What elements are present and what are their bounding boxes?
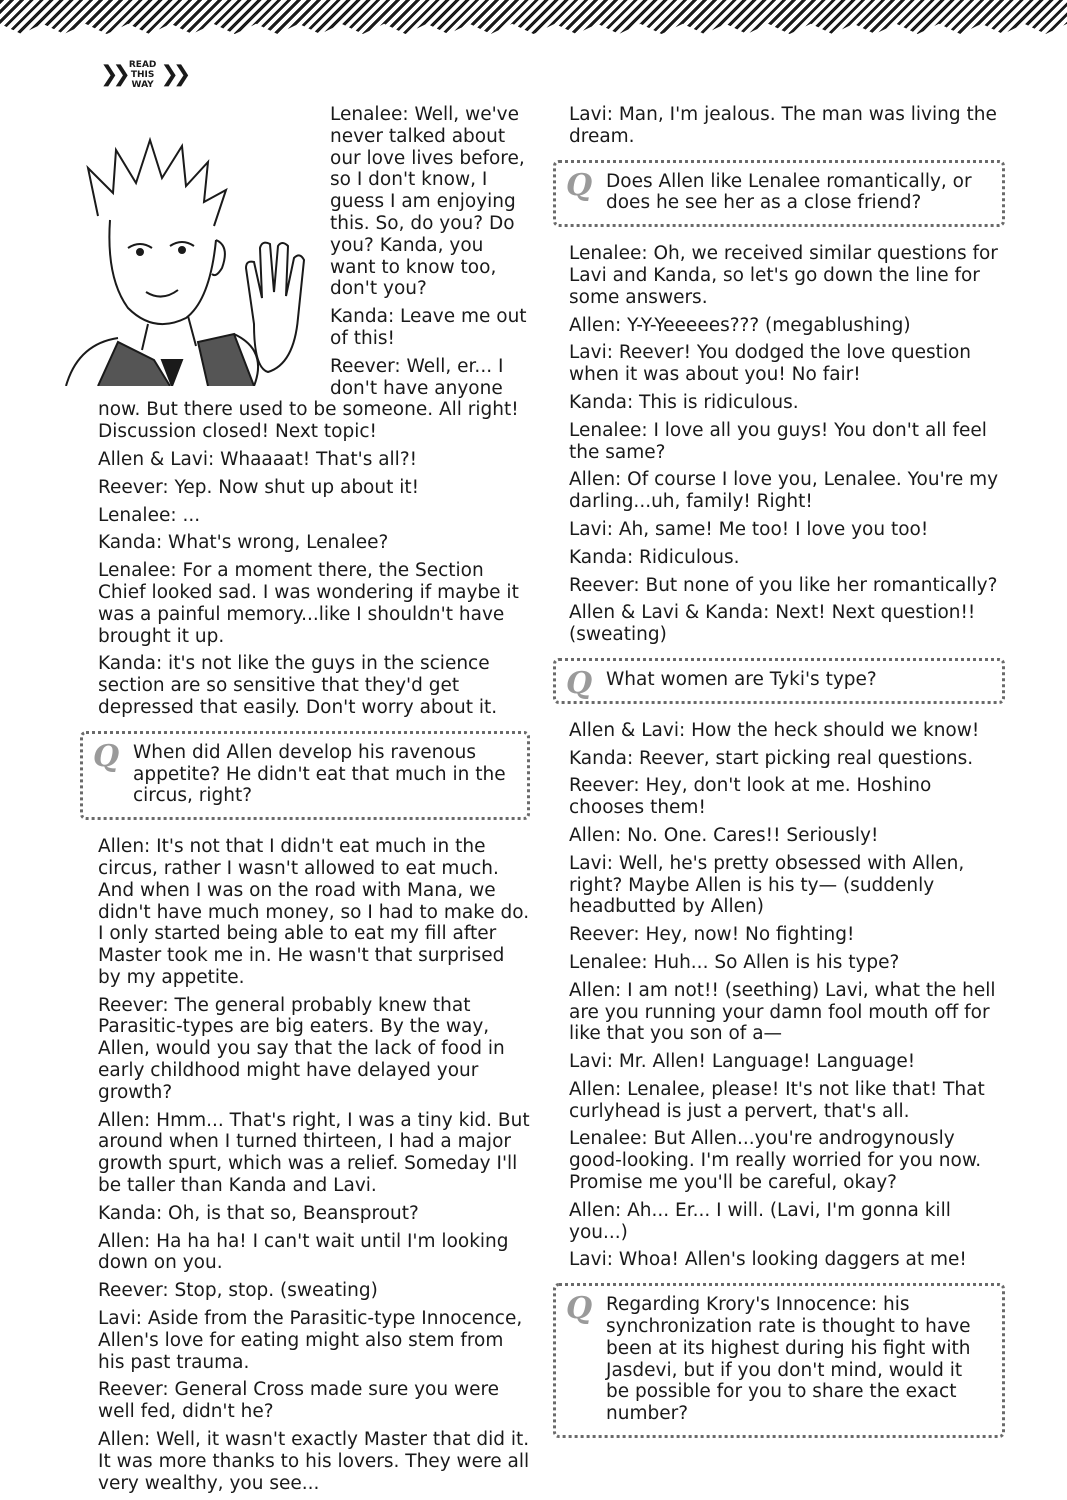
dialogue-line: Reever: Hey, don't look at me. Hoshino chooses them! bbox=[569, 775, 932, 819]
dialogue-line: Lavi: Whoa! Allen's looking daggers at me! bbox=[569, 1249, 967, 1271]
read-direction-label: READ THIS WAY bbox=[128, 60, 157, 90]
dialogue-line: Kanda: What's wrong, Lenalee? bbox=[98, 532, 389, 554]
read-direction-marker bbox=[100, 58, 185, 92]
question-box bbox=[553, 658, 1005, 704]
dialogue-line: Allen: Y-Y-Yeeeees??? (megablushing) bbox=[569, 314, 911, 336]
question-box bbox=[553, 1283, 1005, 1438]
chevron-right-icon: ❯❯ bbox=[160, 62, 186, 87]
dialogue-line: Reever: Stop, stop. (sweating) bbox=[98, 1280, 378, 1302]
dialogue-line: Reever: Hey, now! No fighting! bbox=[569, 924, 855, 946]
dialogue-line: Allen: Lenalee, please! It's not like that! That curlyhead is just a pervert, that's all. bbox=[569, 1078, 985, 1122]
dialogue-line: Lenalee: But Allen...you're androgynously good-looking. I'm really worried for you now. Promise me you'll be careful, okay? bbox=[569, 1128, 982, 1194]
dialogue-line: now. But there used to be someone. All right! Discussion closed! Next topic! bbox=[98, 399, 519, 443]
dialogue-line: Reever: But none of you like her romantically? bbox=[569, 574, 998, 596]
dialogue-line: Allen: Well, it wasn't exactly Master that did it. It was more thanks to his lovers. They were all very wealthy, you see... bbox=[98, 1429, 530, 1494]
question-q-icon: Q bbox=[566, 665, 593, 701]
dialogue-line: Reever: The general probably knew that Parasitic-types are big eaters. By the way, Allen, would you say that the lack of food in early childhood might have delayed your growth? bbox=[98, 994, 505, 1103]
dialogue-line: Allen & Lavi: Whaaaat! That's all?! bbox=[98, 448, 418, 470]
question-box bbox=[553, 160, 1005, 228]
dialogue-line: Lavi: Man, I'm jealous. The man was living the dream. bbox=[569, 104, 997, 147]
question-text: Does Allen like Lenalee romantically, or does he see her as a close friend? bbox=[606, 170, 972, 214]
question-box bbox=[80, 731, 530, 820]
dialogue-line: Lenalee: ... bbox=[98, 504, 201, 526]
dialogue-line: Lavi: Ah, same! Me too! I love you too! bbox=[569, 518, 929, 540]
dialogue-line: Allen: Of course I love you, Lenalee. You're my darling...uh, family! Right! bbox=[569, 469, 999, 513]
left-column bbox=[93, 104, 530, 1500]
dialogue-line: Lavi: Mr. Allen! Language! Language! bbox=[569, 1051, 916, 1073]
dialogue-line: Reever: Well, er... I don't have anyone bbox=[330, 355, 504, 399]
dialogue-line: Lavi: Aside from the Parasitic-type Innocence, Allen's love for eating might also stem from his past trauma. bbox=[98, 1308, 523, 1373]
dialogue-line: Reever: Yep. Now shut up about it! bbox=[98, 476, 420, 498]
dialogue-line: Lavi: Reever! You dodged the love question when it was about you! No fair! bbox=[569, 342, 972, 386]
question-text: Regarding Krory's Innocence: his synchronization rate is thought to have been at its highest during his fight with Jasdevi, but if you don't mind, would it be possible for you to share the exact number? bbox=[606, 1294, 971, 1425]
decorative-top-border bbox=[0, 0, 1067, 34]
question-q-icon: Q bbox=[93, 738, 120, 774]
dialogue-line: Lavi: Well, he's pretty obsessed with Allen, right? Maybe Allen is his ty— (suddenly headbutted by Allen) bbox=[569, 852, 965, 918]
right-column bbox=[566, 104, 1005, 1454]
dialogue-line: Kanda: Ridiculous. bbox=[569, 546, 740, 568]
dialogue-line: Allen & Lavi: How the heck should we know! bbox=[569, 719, 980, 741]
dialogue-line: Kanda: Reever, start picking real questions. bbox=[569, 747, 974, 769]
chevron-right-icon: ❯❯ bbox=[100, 62, 125, 87]
dialogue-line: Kanda: Oh, is that so, Beansprout? bbox=[98, 1202, 419, 1224]
question-q-icon: Q bbox=[566, 167, 593, 203]
dialogue-line: Lenalee: I love all you guys! You don't all feel the same? bbox=[569, 419, 987, 463]
dialogue-line: Allen: No. One. Cares!! Seriously! bbox=[569, 824, 879, 846]
dialogue-line: Allen & Lavi & Kanda: Next! Next question!! (sweating) bbox=[569, 602, 976, 646]
dialogue-line: Kanda: This is ridiculous. bbox=[569, 391, 799, 413]
dialogue-line: Lenalee: For a moment there, the Section Chief looked sad. I was wondering if maybe it was a painful memory...like I shouldn't have brought it up. bbox=[98, 560, 519, 647]
dialogue-line: Allen: Hmm... That's right, I was a tiny kid. But around when I turned thirteen, I had a major growth spurt, which was a relief. Someday I'll be taller than Kanda and Lavi. bbox=[98, 1109, 530, 1197]
question-text: When did Allen develop his ravenous appetite? He didn't eat that much in the circus, right? bbox=[133, 741, 506, 807]
question-text: What women are Tyki's type? bbox=[606, 668, 877, 690]
dialogue-line: Kanda: Leave me out of this! bbox=[330, 306, 527, 349]
dialogue-line: Allen: It's not that I didn't eat much in the circus, rather I wasn't allowed to eat much. And when I was on the road with Mana, we didn't have much money, so I had to make do. I only started being able to eat my fill after Master took me in. He wasn't that surprised by my appetite. bbox=[98, 836, 530, 988]
dialogue-line: Allen: Ha ha ha! I can't wait until I'm looking down on you. bbox=[98, 1230, 509, 1274]
intro-text bbox=[98, 104, 530, 399]
question-q-icon: Q bbox=[566, 1291, 593, 1327]
dialogue-line: Lenalee: Well, we've never talked about our love lives before, so I don't know, I guess I am enjoying this. So, do you? Do you? Kanda, you want to know too, don't you? bbox=[330, 104, 525, 300]
dialogue-line: Lenalee: Huh... So Allen is his type? bbox=[569, 951, 900, 973]
dialogue-line: Lenalee: Oh, we received similar questions for Lavi and Kanda, so let's go down the line for some answers. bbox=[569, 243, 998, 308]
dialogue-line: Reever: General Cross made sure you were well fed, didn't he? bbox=[98, 1379, 500, 1423]
dialogue-line: Allen: Ah... Er... I will. (Lavi, I'm gonna kill you...) bbox=[569, 1199, 951, 1243]
dialogue-line: Allen: I am not!! (seething) Lavi, what the hell are you running your damn fool mouth off for like that you son of a— bbox=[569, 979, 996, 1045]
dialogue-line: Kanda: it's not like the guys in the science section are so sensitive that they'd get depressed that easily. Don't worry about it. bbox=[98, 653, 498, 718]
